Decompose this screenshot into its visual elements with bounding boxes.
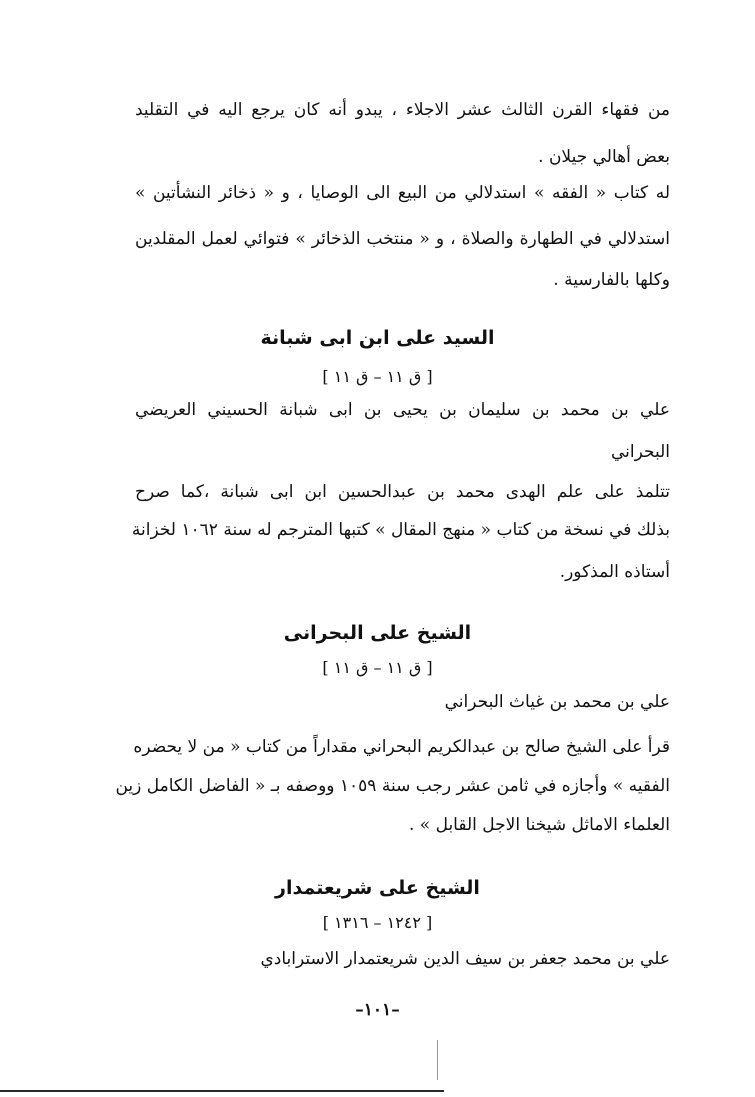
entry-1-line-5: أستاذه المذكور.	[559, 562, 670, 582]
entry-1-line-4: بذلك في نسخة من كتاب « منهج المقال » كتبها المترجم له سنة ١٠٦٢ لخزانة	[131, 520, 670, 540]
entry-1-line-1: علي بن محمد بن سليمان بن يحيى بن ابى شبانة الحسيني العريضي	[135, 400, 670, 420]
entry-1-line-3: تتلمذ على علم الهدى محمد بن عبدالحسين ابن ابى شبانة ،كما صرح	[135, 482, 670, 502]
entry-title-3: الشيخ على شريعتمدار	[275, 877, 480, 899]
intro-line-2: بعض أهالي جيلان .	[538, 147, 670, 167]
entry-2-line-1: علي بن محمد بن غياث البحراني	[444, 692, 670, 712]
page-number: –١٠١–	[355, 1000, 400, 1020]
entry-2-line-4: العلماء الاماثل شيخنا الاجل القابل » .	[408, 815, 670, 835]
intro-line-5: وكلها بالفارسية .	[553, 270, 670, 290]
entry-2-line-2: قرأ على الشيخ صالح بن عبدالكريم البحراني مقداراً من كتاب « من لا يحضره	[133, 737, 670, 757]
entry-1-line-2: البحراني	[610, 442, 670, 462]
intro-line-4: استدلالي في الطهارة والصلاة ، و « منتخب الذخائر » فتوائي لعمل المقلدين	[135, 229, 670, 249]
entry-dates-1: [ ق ١١ – ق ١١ ]	[322, 367, 433, 386]
bottom-rule	[0, 1090, 444, 1092]
entry-dates-3: [ ١٢٤٢ – ١٣١٦ ]	[322, 913, 433, 932]
entry-title-2: الشيخ على البحرانى	[283, 622, 472, 644]
intro-line-3: له كتاب « الفقه » استدلالي من البيع الى الوصايا ، و « ذخائر النشأتين »	[135, 183, 670, 203]
entry-title-1: السيد على ابن ابى شبانة	[260, 327, 495, 349]
intro-line-1: من فقهاء القرن الثالث عشر الاجلاء ، يبدو أنه كان يرجع اليه في التقليد	[135, 100, 670, 120]
entry-dates-2: [ ق ١١ – ق ١١ ]	[322, 658, 433, 677]
scan-mark	[437, 1040, 438, 1080]
entry-2-line-3: الفقيه » وأجازه في ثامن عشر رجب سنة ١٠٥٩ ووصفه بـ « الفاضل الكامل زين	[115, 776, 670, 796]
entry-3-line-1: علي بن محمد جعفر بن سيف الدين شريعتمدار الاسترابادي	[260, 949, 670, 969]
